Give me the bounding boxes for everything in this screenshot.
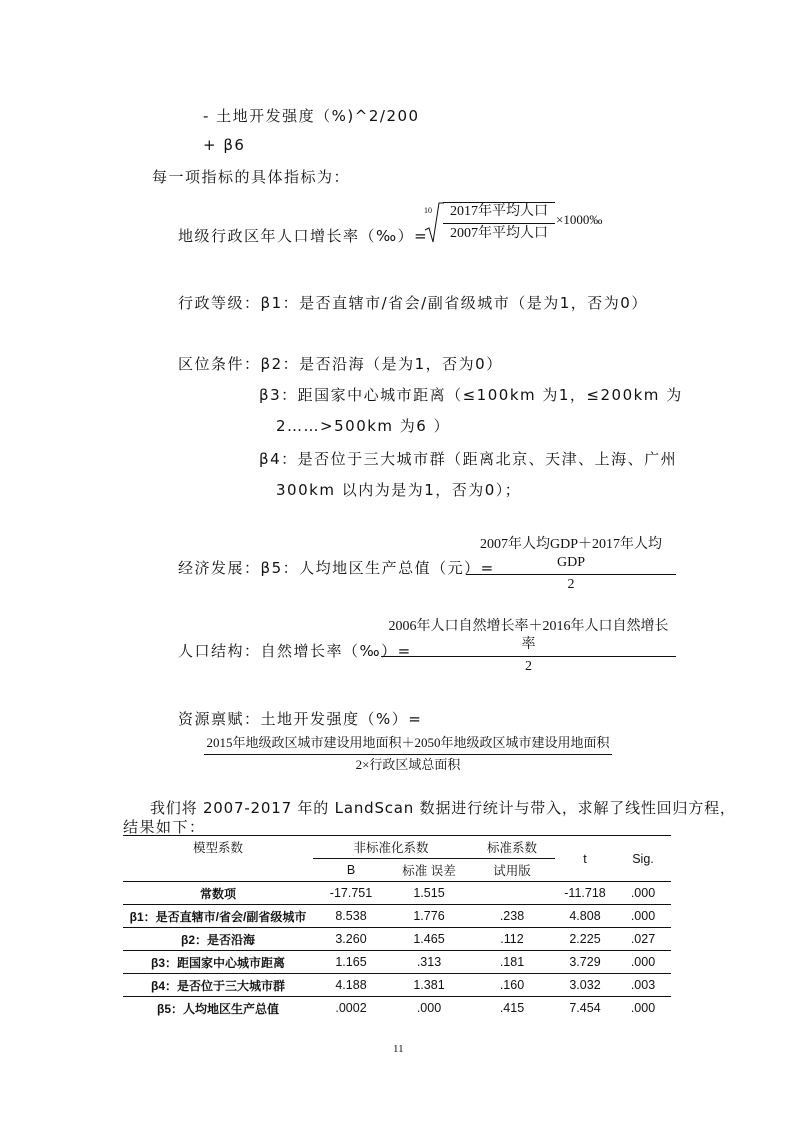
table-row: β5：人均地区生产总值 .0002 .000 .415 7.454 .000 (157, 1001, 656, 1016)
resources-numerator: 2015年地级政区城市建设用地面积＋2050年地级政区城市建设用地面积 (204, 734, 612, 755)
header-se: 标准 误差 (402, 864, 456, 878)
summary-line2: 结果如下： (123, 818, 206, 836)
header-sig: Sig. (632, 851, 654, 866)
table-row: β3：距国家中心城市距离 1.165 .313 .181 3.729 .000 (123, 951, 671, 974)
header-unstd: 非标准化系数 (313, 836, 469, 859)
pop-structure-denominator: 2 (525, 659, 532, 674)
header-b: B (346, 863, 356, 877)
pop-structure-label: 人口结构：自然增长率（‰）= (178, 642, 412, 660)
pop-structure-fraction (381, 618, 676, 677)
economy-fraction (466, 536, 676, 595)
radical-icon (424, 200, 444, 246)
location-b4-line1: β4：是否位于三大城市群（距离北京、天津、上海、广州 (259, 450, 678, 468)
pop-growth-numerator: 2017年平均人口 (443, 203, 555, 224)
resources-label: 资源禀赋：土地开发强度（%）= (178, 710, 423, 728)
table-row: 常数项 -17.751 1.515 -11.718 .000 (123, 882, 671, 905)
formula-line-beta6: + β6 (203, 136, 246, 154)
header-model: 模型系数 (192, 841, 243, 856)
table-row: β4：是否位于三大城市群 4.188 1.381 .160 3.032 .003 (123, 974, 671, 997)
location-b2-text: 区位条件：β2：是否沿海（是为1，否为0） (178, 355, 503, 373)
pop-structure-numerator: 2006年人口自然增长率＋2016年人口自然增长率 (381, 618, 676, 657)
table-row: β2：是否沿海 3.260 1.465 .112 2.225 .027 (123, 928, 671, 951)
root-index: 10 (424, 206, 432, 215)
admin-level-text: 行政等级：β1：是否直辖市/省会/副省级城市（是为1，否为0） (178, 294, 648, 312)
economy-numerator: 2007年人均GDP＋2017年人均GDP (466, 536, 676, 575)
resources-fraction (204, 734, 612, 775)
pop-growth-denominator: 2007年平均人口 (450, 226, 548, 241)
summary-line1: 我们将 2007-2017 年的 LandScan 数据进行统计与带入，求解了线性回归方程， (150, 799, 736, 817)
intro-text: 每一项指标的具体指标为： (152, 168, 351, 186)
location-b4-line2: 300km 以内为是为1，否为0）； (276, 481, 522, 499)
location-b3-line1: β3：距国家中心城市距离（≤100km 为1，≤200km 为 (259, 386, 683, 404)
header-std: 标准系数 (469, 836, 555, 859)
table-row: β1：是否直辖市/省会/副省级城市 8.538 1.776 .238 4.808 .000 (123, 905, 671, 928)
formula-line-land-intensity: - 土地开发强度（%)^2/200 (203, 107, 420, 125)
economy-denominator: 2 (567, 577, 575, 592)
header-t: t (583, 851, 587, 866)
table-header-row-1 (123, 836, 671, 859)
pop-growth-multiplier: ×1000‰ (556, 212, 603, 227)
resources-denominator: 2×行政区域总面积 (355, 757, 461, 772)
regression-table (123, 835, 671, 1019)
pop-growth-formula (424, 200, 603, 246)
pop-growth-label: 地级行政区年人口增长率（‰）= (178, 227, 429, 245)
location-b3-line2: 2……>500km 为6 ） (276, 417, 451, 435)
page-number: 11 (393, 1043, 404, 1055)
economy-label: 经济发展：β5：人均地区生产总值（元）= (178, 559, 495, 577)
header-beta: 试用版 (493, 864, 531, 878)
